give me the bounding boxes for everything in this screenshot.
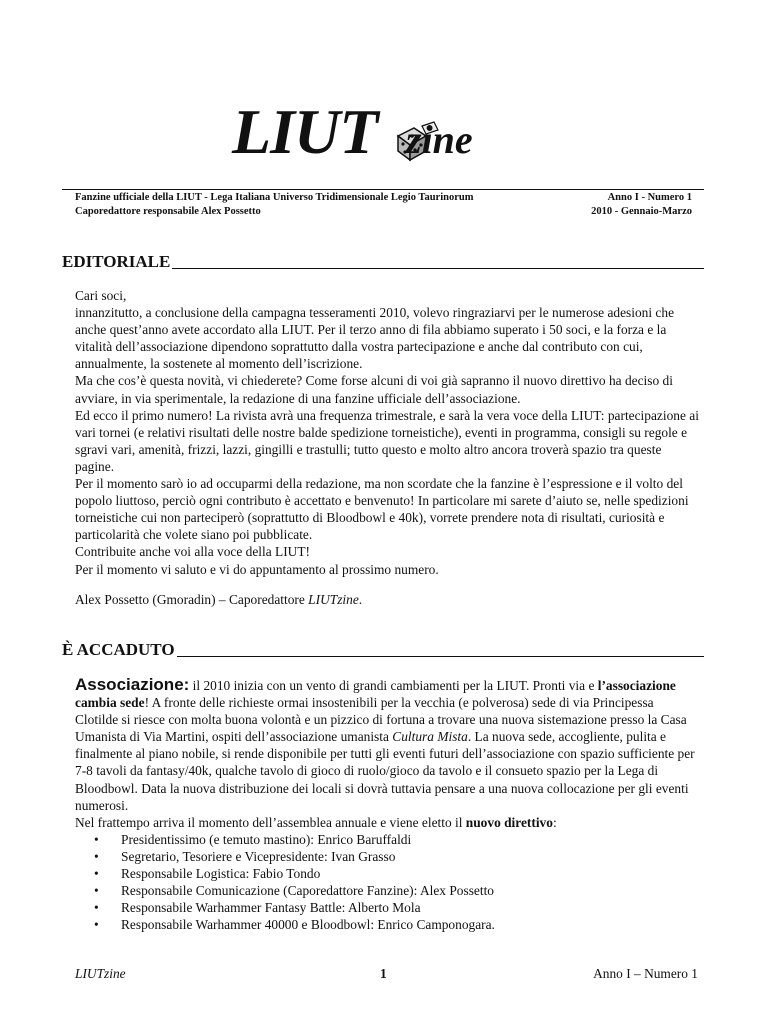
direttivo-list bbox=[75, 831, 700, 934]
section-title: È ACCADUTO bbox=[62, 640, 175, 659]
logo-main-text: LIUT bbox=[232, 96, 378, 167]
section-heading-accaduto bbox=[62, 640, 704, 660]
list-item: • Responsabile Warhammer Fantasy Battle: Alberto Mola bbox=[121, 899, 700, 916]
masthead-logo bbox=[232, 96, 542, 168]
section-underline bbox=[172, 268, 704, 269]
paragraph: innanzitutto, a conclusione della campagna tesseramenti 2010, volevo ringraziarvi per le numerose adesioni che anche quest’anno avete accordato alla LIUT. Per il terzo anno di fila abbiamo superato i 50 soci, e la forza e la vitalità dell’associazione dipendono soprattutto dalla vostra partecipazione e anche dal contributo con cui, annualmente, la sostenete al momento dell’iscrizione. bbox=[75, 305, 675, 372]
logo-suffix-text: zine bbox=[406, 117, 473, 162]
paragraph: Ed ecco il primo numero! La rivista avrà una frequenza trimestrale, e sarà la vera voce della LIUT: partecipazione ai vari tornei (e relativi risultati delle nostre balde spedizione torneistiche), eventi in programma, consigli su regole e sgravi vari, amenità, frizzi, lazzi, gingilli e trastulli; tutto questo e molto altro ancora troverà spazio tra queste pagine. bbox=[75, 407, 699, 474]
header-info bbox=[75, 191, 473, 219]
list-item: • Responsabile Comunicazione (Caporedattore Fanzine): Alex Possetto bbox=[121, 882, 700, 899]
signature-zine-name: LIUTzine bbox=[308, 591, 359, 607]
paragraph: Contribuite anche voi alla voce della LIUT! bbox=[75, 544, 310, 560]
footer-title: LIUTzine bbox=[75, 966, 126, 981]
header-rule bbox=[62, 189, 704, 190]
paragraph: Ma che cos’è questa novità, vi chiederete? Come forse alcuni di voi già sapranno il nuovo direttivo ha deciso di avviare, in via sperimentale, la redazione di una fanzine ufficiale dell’associazione. bbox=[75, 373, 673, 406]
section-heading-editoriale bbox=[62, 252, 704, 272]
paragraph: Per il momento sarò io ad occuparmi della redazione, ma non scordate che la fanzine è l’espressione e il volto del popolo liuttoso, perciò ogni contributo è accettato e benvenuto! In particolare mi sarete d’aiuto se, nelle spedizioni torneistiche cui non parteciperò (soprattutto di Bloodbowl e 40k), vorrete prendere nota di risultati, curiosità e particolarità che volete siano poi pubblicate. bbox=[75, 476, 689, 543]
page-number: 1 bbox=[380, 966, 387, 981]
list-item: • Responsabile Logistica: Fabio Tondo bbox=[121, 865, 700, 882]
list-item: • Presidentissimo (e temuto mastino): Enrico Baruffaldi bbox=[121, 831, 700, 848]
editoriale-body bbox=[75, 287, 700, 608]
associazione-paragraph: Associazione: il 2010 inizia con un vento di grandi cambiamenti per la LIUT. Pronti via e l’associazione cambia sede! A fronte delle richieste ormai insostenibili per la vecchia (e polverosa) sede di via Principessa Clotilde si riesce con molta buona volontà e un pizzico di fortuna a trovare una nuova sistemazione presso la Casa Umanista di Via Martini, ospiti dell’associazione umanista Cultura Mista. La nuova sede, accogliente, pulita e finalmente al piano nobile, si rende disponibile per tutti gli eventi futuri dell’associazione con spazio sufficiente per 7-8 tavoli da fantasy/40k, qualche tavolo di gioco di ruolo/gioco da tavolo e il consueto spazio per la Lega di Bloodbowl. Data la nuova distribuzione dei locali si dovrà tuttavia pensare a una nuova collocazione per gli eventi numerosi. bbox=[75, 675, 695, 813]
section-title: EDITORIALE bbox=[62, 252, 171, 271]
signature: Alex Possetto (Gmoradin) – Caporedattore LIUTzine. bbox=[75, 591, 363, 607]
footer-issue: Anno I – Numero 1 bbox=[593, 966, 698, 981]
header-date: 2010 - Gennaio-Marzo bbox=[591, 206, 692, 217]
list-item: • Responsabile Warhammer 40000 e Bloodbowl: Enrico Camponogara. bbox=[121, 916, 700, 933]
paragraph: Per il momento vi saluto e vi do appuntamento al prossimo numero. bbox=[75, 561, 439, 577]
section-underline bbox=[177, 656, 704, 657]
header-line1: Fanzine ufficiale della LIUT - Lega Italiana Universo Tridimensionale Legio Taurinorum bbox=[75, 192, 474, 203]
accaduto-body bbox=[75, 676, 700, 933]
associazione-heading: Associazione: bbox=[75, 675, 190, 694]
paragraph: Cari soci, bbox=[75, 288, 127, 303]
direttivo-paragraph: Nel frattempo arriva il momento dell’assemblea annuale e viene eletto il nuovo direttivo: bbox=[75, 814, 557, 830]
header-line2: Caporedattore responsabile Alex Possetto bbox=[75, 206, 261, 217]
header-issue: Anno I - Numero 1 bbox=[607, 192, 692, 203]
header-issue-info bbox=[591, 191, 692, 219]
list-item: • Segretario, Tesoriere e Vicepresidente: Ivan Grasso bbox=[121, 848, 700, 865]
